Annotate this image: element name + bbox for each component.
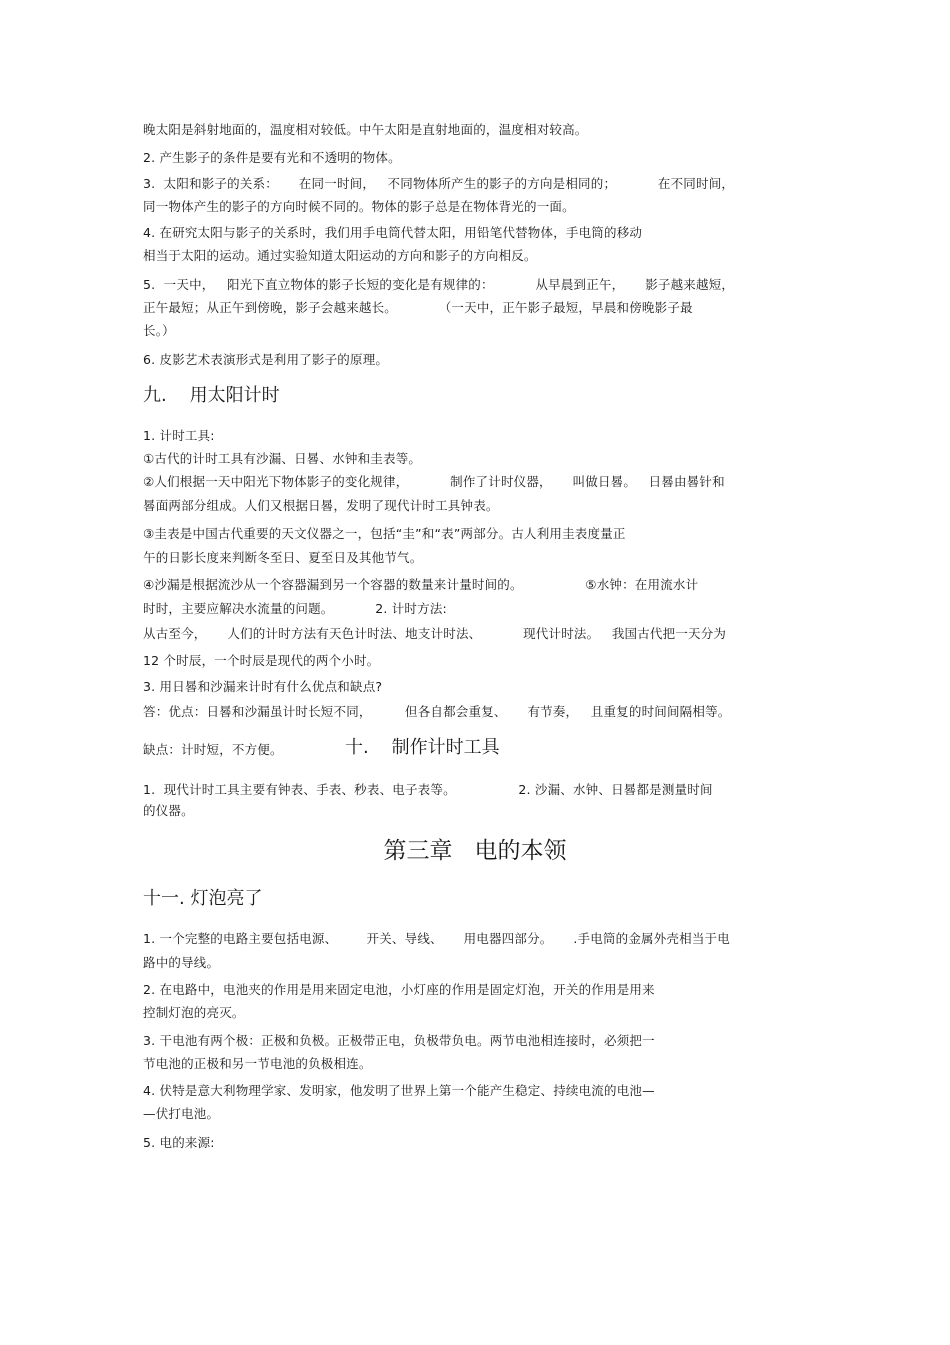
text-line: 午的日影长度来判断冬至日、夏至日及其他节气。	[143, 550, 423, 565]
text-line: 3. 干电池有两个极：正极和负极。正极带正电，负极带负电。两节电池相连接时，必须把一	[143, 1033, 655, 1048]
text-line: 4. 在研究太阳与影子的关系时，我们用手电筒代替太阳，用铅笔代替物体，手电筒的移动	[143, 225, 643, 240]
text-line: ①古代的计时工具有沙漏、日晷、水钟和圭表等。	[143, 451, 422, 466]
text-line: 正午最短；从正午到傍晚，影子会越来越长。 （一天中，正午影子最短，早晨和傍晚影子最	[143, 300, 693, 315]
text-line: 晚太阳是斜射地面的，温度相对较低。中午太阳是直射地面的，温度相对较高。	[143, 122, 588, 137]
text-line: 缺点：计时短，不方便。	[143, 742, 283, 757]
text-line: 2. 产生影子的条件是要有光和不透明的物体。	[143, 150, 401, 165]
text-line: 长。）	[143, 323, 175, 338]
text-line: ②人们根据一天中阳光下物体影子的变化规律， 制作了计时仪器， 叫做日晷。 日晷由晷针和	[143, 474, 725, 489]
text-line: 路中的导线。	[143, 955, 220, 970]
text-line: 12 个时辰，一个时辰是现代的两个小时。	[143, 653, 380, 668]
text-line: —伏打电池。	[143, 1106, 220, 1121]
text-line: 1. 计时工具:	[143, 428, 215, 443]
text-line: 答：优点：日晷和沙漏虽计时长短不同， 但各自都会重复、 有节奏， 且重复的时间间隔相等。	[143, 704, 731, 719]
text-line: 1. 现代计时工具主要有钟表、手表、秒表、电子表等。 2. 沙漏、水钟、日晷都是测量时间	[143, 782, 713, 797]
section-heading-10: 十. 制作计时工具	[345, 737, 500, 758]
text-line: ④沙漏是根据流沙从一个容器漏到另一个容器的数量来计量时间的。 ⑤水钟：在用流水计	[143, 577, 699, 592]
section-heading-9: 九. 用太阳计时	[143, 385, 280, 406]
section-heading-11: 十一. 灯泡亮了	[143, 888, 263, 909]
text-line: 的仪器。	[143, 803, 194, 818]
text-line: 晷面两部分组成。人们又根据日晷，发明了现代计时工具钟表。	[143, 498, 499, 513]
text-line: 3. 太阳和影子的关系： 在同一时间， 不同物体所产生的影子的方向是相同的； 在不同时间，	[143, 176, 735, 191]
text-line: 2. 在电路中，电池夹的作用是用来固定电池，小灯座的作用是固定灯泡，开关的作用是用来	[143, 982, 655, 997]
text-line: 时时，主要应解决水流量的问题。 2. 计时方法:	[143, 601, 447, 616]
text-line: 控制灯泡的亮灭。	[143, 1005, 245, 1020]
text-line: 6. 皮影艺术表演形式是利用了影子的原理。	[143, 352, 389, 367]
text-line: 5. 一天中， 阳光下直立物体的影子长短的变化是有规律的： 从早晨到正午， 影子越来越短，	[143, 277, 735, 292]
text-line: 5. 电的来源:	[143, 1135, 215, 1150]
chapter-title: 第三章 电的本领	[383, 838, 567, 864]
text-line: 从古至今， 人们的计时方法有天色计时法、地支计时法、 现代计时法。 我国古代把一天分为	[143, 626, 727, 641]
text-line: 节电池的正极和另一节电池的负极相连。	[143, 1056, 372, 1071]
text-line: 1. 一个完整的电路主要包括电源、 开关、导线、 用电器四部分。 .手电筒的金属外壳相当于电	[143, 931, 730, 946]
text-line: 4. 伏特是意大利物理学家、发明家，他发明了世界上第一个能产生稳定、持续电流的电池—	[143, 1083, 655, 1098]
text-line: 3. 用日晷和沙漏来计时有什么优点和缺点?	[143, 679, 383, 694]
text-line: 同一物体产生的影子的方向时候不同的。物体的影子总是在物体背光的一面。	[143, 199, 575, 214]
text-line: 相当于太阳的运动。通过实验知道太阳运动的方向和影子的方向相反。	[143, 248, 537, 263]
text-line: ③圭表是中国古代重要的天文仪器之一，包括“圭”和“表”两部分。古人利用圭表度量正	[143, 526, 626, 541]
